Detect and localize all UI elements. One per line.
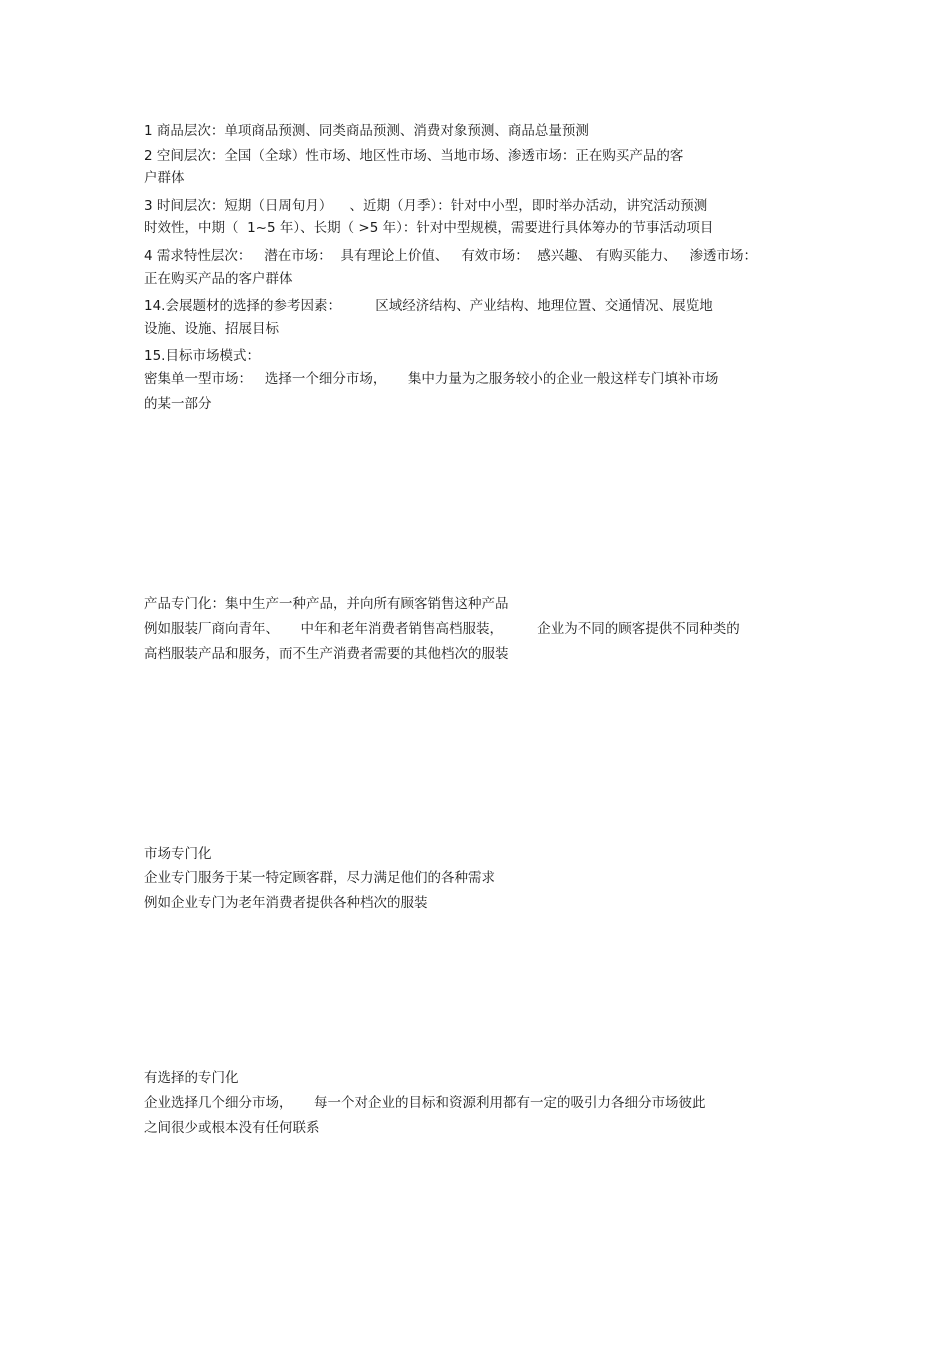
paragraph-line: 密集单一型市场： 选择一个细分市场， 集中力量为之服务较小的企业一般这样专门填补市场 [144, 371, 719, 387]
section-heading: 有选择的专门化 [144, 1070, 239, 1086]
section-heading: 15.目标市场模式： [144, 348, 260, 364]
paragraph-line: 户群体 [144, 170, 185, 186]
paragraph-line: 1 商品层次：单项商品预测、同类商品预测、消费对象预测、商品总量预测 [144, 123, 589, 139]
section-heading: 产品专门化：集中生产一种产品，并向所有顾客销售这种产品 [144, 596, 509, 612]
section-heading: 市场专门化 [144, 846, 212, 862]
paragraph-line: 的某一部分 [144, 396, 212, 412]
paragraph-line: 企业选择几个细分市场， 每一个对企业的目标和资源利用都有一定的吸引力各细分市场彼此 [144, 1095, 706, 1111]
paragraph-line: 例如企业专门为老年消费者提供各种档次的服装 [144, 895, 428, 911]
paragraph-line: 设施、设施、招展目标 [144, 321, 279, 337]
paragraph-line: 高档服装产品和服务，而不生产消费者需要的其他档次的服装 [144, 646, 509, 662]
paragraph-line: 3 时间层次：短期（日周旬月） 、近期（月季）：针对中小型，即时举办活动，讲究活动预测 [144, 198, 708, 214]
paragraph-line: 例如服装厂商向青年、 中年和老年消费者销售高档服装， 企业为不同的顾客提供不同种类的 [144, 621, 740, 637]
paragraph-line: 企业专门服务于某一特定顾客群，尽力满足他们的各种需求 [144, 870, 495, 886]
paragraph-line: 14.会展题材的选择的参考因素： 区域经济结构、产业结构、地理位置、交通情况、展览地 [144, 298, 713, 314]
paragraph-line: 正在购买产品的客户群体 [144, 271, 293, 287]
paragraph-line: 之间很少或根本没有任何联系 [144, 1120, 320, 1136]
paragraph-line: 2 空间层次：全国（全球）性市场、地区性市场、当地市场、渗透市场：正在购买产品的客 [144, 148, 684, 164]
paragraph-line: 4 需求特性层次： 潜在市场： 具有理论上价值、 有效市场： 感兴趣、 有购买能力、 渗透市场： [144, 248, 757, 264]
paragraph-line: 时效性，中期（ 1~5 年）、长期（ >5 年）：针对中型规模，需要进行具体筹办的节事活动项目 [144, 220, 714, 236]
